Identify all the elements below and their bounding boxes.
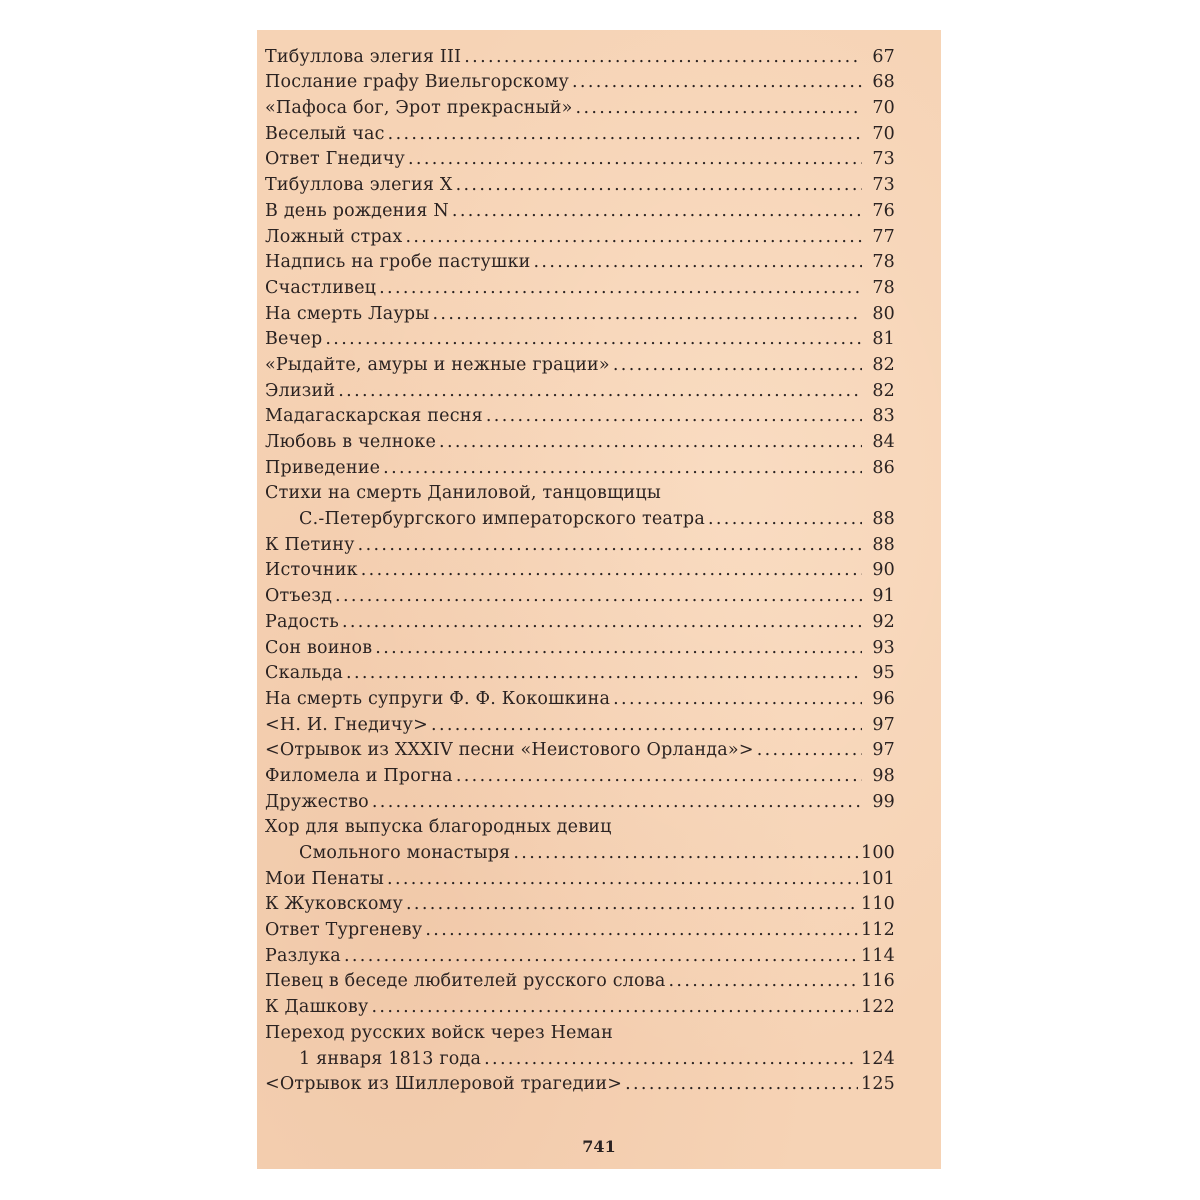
toc-entry-page: 125: [860, 1074, 895, 1095]
toc-entry: [265, 968, 895, 994]
dot-leader: [372, 790, 862, 814]
dot-leader: [708, 507, 862, 531]
toc-entry-page: 97: [872, 740, 895, 761]
toc-entry-title: Веселый час: [265, 123, 385, 144]
toc-entry: [265, 505, 895, 531]
toc-entry: [265, 634, 895, 660]
toc-entry: [265, 274, 895, 300]
toc-entry-title: Счастливец: [265, 277, 377, 298]
toc-entry-page: 83: [872, 406, 895, 427]
toc-entry-page: 97: [872, 714, 895, 735]
toc-entry: [265, 737, 895, 763]
toc-entry-title: Скальда: [265, 663, 344, 684]
dot-leader: [572, 70, 862, 94]
dot-leader: [613, 687, 862, 711]
toc-entry-title-line: [265, 480, 895, 506]
toc-entry-title: Элизий: [265, 380, 336, 401]
toc-entry-page: 76: [872, 200, 895, 221]
dot-leader: [576, 96, 862, 120]
toc-entry-title-line: [265, 814, 895, 840]
toc-entry-title: Мадагаскарская песня: [265, 406, 483, 427]
toc-entry-page: 96: [872, 688, 895, 709]
toc-entry-title-line: [265, 1019, 895, 1045]
toc-entry-title: «Рыдайте, амуры и нежные грации»: [265, 354, 610, 375]
toc-entry-page: 68: [872, 72, 895, 93]
toc-entry: [265, 351, 895, 377]
toc-entry-title: Разлука: [265, 945, 341, 966]
toc-entry-title: Радость: [265, 611, 339, 632]
toc-entry-title: Надпись на гробе пастушки: [265, 252, 531, 273]
dot-leader: [375, 636, 862, 660]
toc-entry-page: 84: [872, 432, 895, 452]
dot-leader: [346, 661, 862, 685]
toc-entry: [265, 94, 895, 120]
dot-leader: [358, 533, 862, 557]
dot-leader: [405, 225, 862, 249]
toc-entry: [265, 403, 895, 429]
toc-entry-page: 112: [860, 920, 895, 941]
dot-leader: [452, 199, 862, 223]
toc-entry-title: К Дашкову: [265, 997, 369, 1018]
toc-entry-title: На смерть супруги Ф. Ф. Кокошкина: [265, 688, 611, 709]
page-number: 741: [582, 1137, 616, 1156]
toc-entry: [265, 300, 895, 326]
toc-entry: [265, 146, 895, 172]
toc-entry: [265, 557, 895, 583]
toc-entry-page: 98: [872, 765, 895, 786]
toc-entry: [265, 891, 895, 917]
toc-entry: [265, 582, 895, 608]
toc-entry-page: 110: [860, 894, 895, 915]
dot-leader: [361, 558, 862, 582]
toc-entry-page: 122: [860, 997, 895, 1018]
toc-entry-page: 70: [872, 98, 895, 119]
dot-leader: [668, 969, 858, 993]
dot-leader: [387, 867, 858, 891]
toc-entry-page: 78: [872, 277, 895, 298]
toc-entry-page: 116: [860, 971, 895, 992]
toc-entry-title: В день рождения N: [265, 200, 449, 221]
dot-leader: [406, 892, 858, 916]
toc-entry: [265, 120, 895, 146]
dot-leader: [484, 1047, 858, 1071]
toc-entry-page: 67: [872, 46, 895, 67]
toc-entry: [265, 865, 895, 891]
toc-entry: [265, 377, 895, 403]
toc-entry-title: Тибуллова элегия III: [265, 46, 462, 67]
toc-entry-title: Переход русских войск через Неман: [265, 1022, 613, 1043]
toc-entry-title: Ответ Гнедичу: [265, 149, 405, 170]
dot-leader: [342, 610, 862, 634]
dot-leader: [383, 456, 862, 480]
toc-entry-title: Стихи на смерть Даниловой, танцовщицы: [265, 483, 661, 504]
toc-entry-page: 100: [860, 843, 895, 863]
toc-entry-title: Любовь в челноке: [265, 432, 437, 452]
toc-entry: [265, 171, 895, 197]
dot-leader: [325, 327, 862, 351]
dot-leader: [625, 1072, 858, 1096]
toc-entry-page: 88: [872, 534, 895, 555]
dot-leader: [513, 841, 858, 865]
toc-entry-title: «Пафоса бог, Эрот прекрасный»: [265, 98, 573, 119]
toc-entry: [265, 1045, 895, 1071]
dot-leader: [757, 738, 862, 762]
toc-entry-page: 92: [872, 611, 895, 632]
toc-entry: [265, 69, 895, 95]
toc-entry: [265, 942, 895, 968]
toc-entry-title-continuation: Смольного монастыря: [299, 843, 511, 863]
toc-entry-page: 91: [872, 586, 895, 607]
toc-entry-title: Мои Пенаты: [265, 868, 385, 889]
toc-entry: [265, 43, 895, 69]
toc-entry-page: 86: [872, 457, 895, 478]
toc-entry-page: 77: [872, 226, 895, 247]
toc-entry-title: Источник: [265, 560, 358, 581]
dot-leader: [456, 173, 862, 197]
dot-leader: [344, 944, 858, 968]
toc-entry-title: На смерть Лауры: [265, 303, 430, 324]
dot-leader: [425, 918, 858, 942]
toc-entry: [265, 454, 895, 480]
toc-entry-title: Ответ Тургеневу: [265, 920, 423, 941]
toc-entry-title: Ложный страх: [265, 226, 403, 247]
toc-entry: [265, 1071, 895, 1097]
toc-entry-page: 82: [872, 354, 895, 375]
dot-leader: [456, 764, 862, 788]
toc-entry-page: 78: [872, 252, 895, 273]
toc-entry-page: 93: [872, 637, 895, 658]
toc-entry-page: 73: [872, 149, 895, 170]
toc-entry: [265, 197, 895, 223]
toc-entry: [265, 993, 895, 1019]
toc-entry-page: 114: [860, 945, 895, 966]
toc-entry-page: 95: [872, 663, 895, 684]
dot-leader: [338, 379, 862, 403]
toc-entry: [265, 839, 895, 865]
toc-entry-page: 90: [872, 560, 895, 581]
dot-leader: [408, 147, 862, 171]
dot-leader: [613, 353, 862, 377]
toc-entry-title-continuation: С.-Петербургского императорского театра: [299, 509, 705, 530]
dot-leader: [432, 302, 862, 326]
dot-leader: [439, 430, 862, 454]
toc-entry-title: Приведение: [265, 457, 381, 478]
toc-entry-title: К Жуковскому: [265, 894, 403, 915]
toc-entry-title: <Отрывок из Шиллеровой трагедии>: [265, 1074, 623, 1095]
toc-entry: [265, 531, 895, 557]
toc-entry-page: 88: [872, 509, 895, 530]
toc-entry-page: 82: [872, 380, 895, 401]
toc-entry: [265, 249, 895, 275]
toc-entry-page: 73: [872, 175, 895, 196]
toc-entry-title: Тибуллова элегия X: [265, 175, 453, 196]
toc-entry-page: 70: [872, 123, 895, 144]
dot-leader: [335, 584, 862, 608]
toc-entry-title: Сон воинов: [265, 637, 373, 658]
toc-entry-title: Хор для выпуска благородных девиц: [265, 817, 612, 838]
dot-leader: [388, 122, 862, 146]
toc-entry: [265, 223, 895, 249]
toc-entry: [265, 428, 895, 454]
dot-leader: [464, 45, 862, 69]
toc-entry-page: 124: [860, 1048, 895, 1069]
dot-leader: [379, 276, 862, 300]
toc-entry: [265, 660, 895, 686]
toc-entry: [265, 788, 895, 814]
toc-entry: [265, 685, 895, 711]
toc-entry: [265, 916, 895, 942]
toc-entry-title: Вечер: [265, 329, 323, 350]
toc-entry-title: Дружество: [265, 791, 369, 812]
book-page: [257, 30, 941, 1169]
toc-entry: [265, 762, 895, 788]
dot-leader: [371, 995, 858, 1019]
toc-entry: [265, 326, 895, 352]
toc-entry-title: Послание графу Виельгорскому: [265, 72, 569, 93]
toc-entry-title: К Петину: [265, 534, 355, 555]
toc-entry-page: 101: [860, 868, 895, 889]
toc-entry-title: Певец в беседе любителей русского слова: [265, 971, 666, 992]
toc-entry: [265, 608, 895, 634]
toc-entry-page: 99: [872, 791, 895, 812]
toc-entry-title: Филомела и Прогна: [265, 765, 453, 786]
dot-leader: [431, 713, 862, 737]
toc-entry: [265, 711, 895, 737]
dot-leader: [486, 404, 862, 428]
table-of-contents: [265, 43, 895, 1096]
toc-entry-title-continuation: 1 января 1813 года: [299, 1048, 482, 1069]
dot-leader: [533, 250, 862, 274]
toc-entry-title: <Отрывок из XXXIV песни «Неистового Орланда»>: [265, 740, 754, 761]
toc-entry-title: Отъезд: [265, 586, 333, 607]
toc-entry-page: 81: [872, 329, 895, 350]
toc-entry-page: 80: [872, 303, 895, 324]
toc-entry-title: <Н. И. Гнедичу>: [265, 714, 429, 735]
